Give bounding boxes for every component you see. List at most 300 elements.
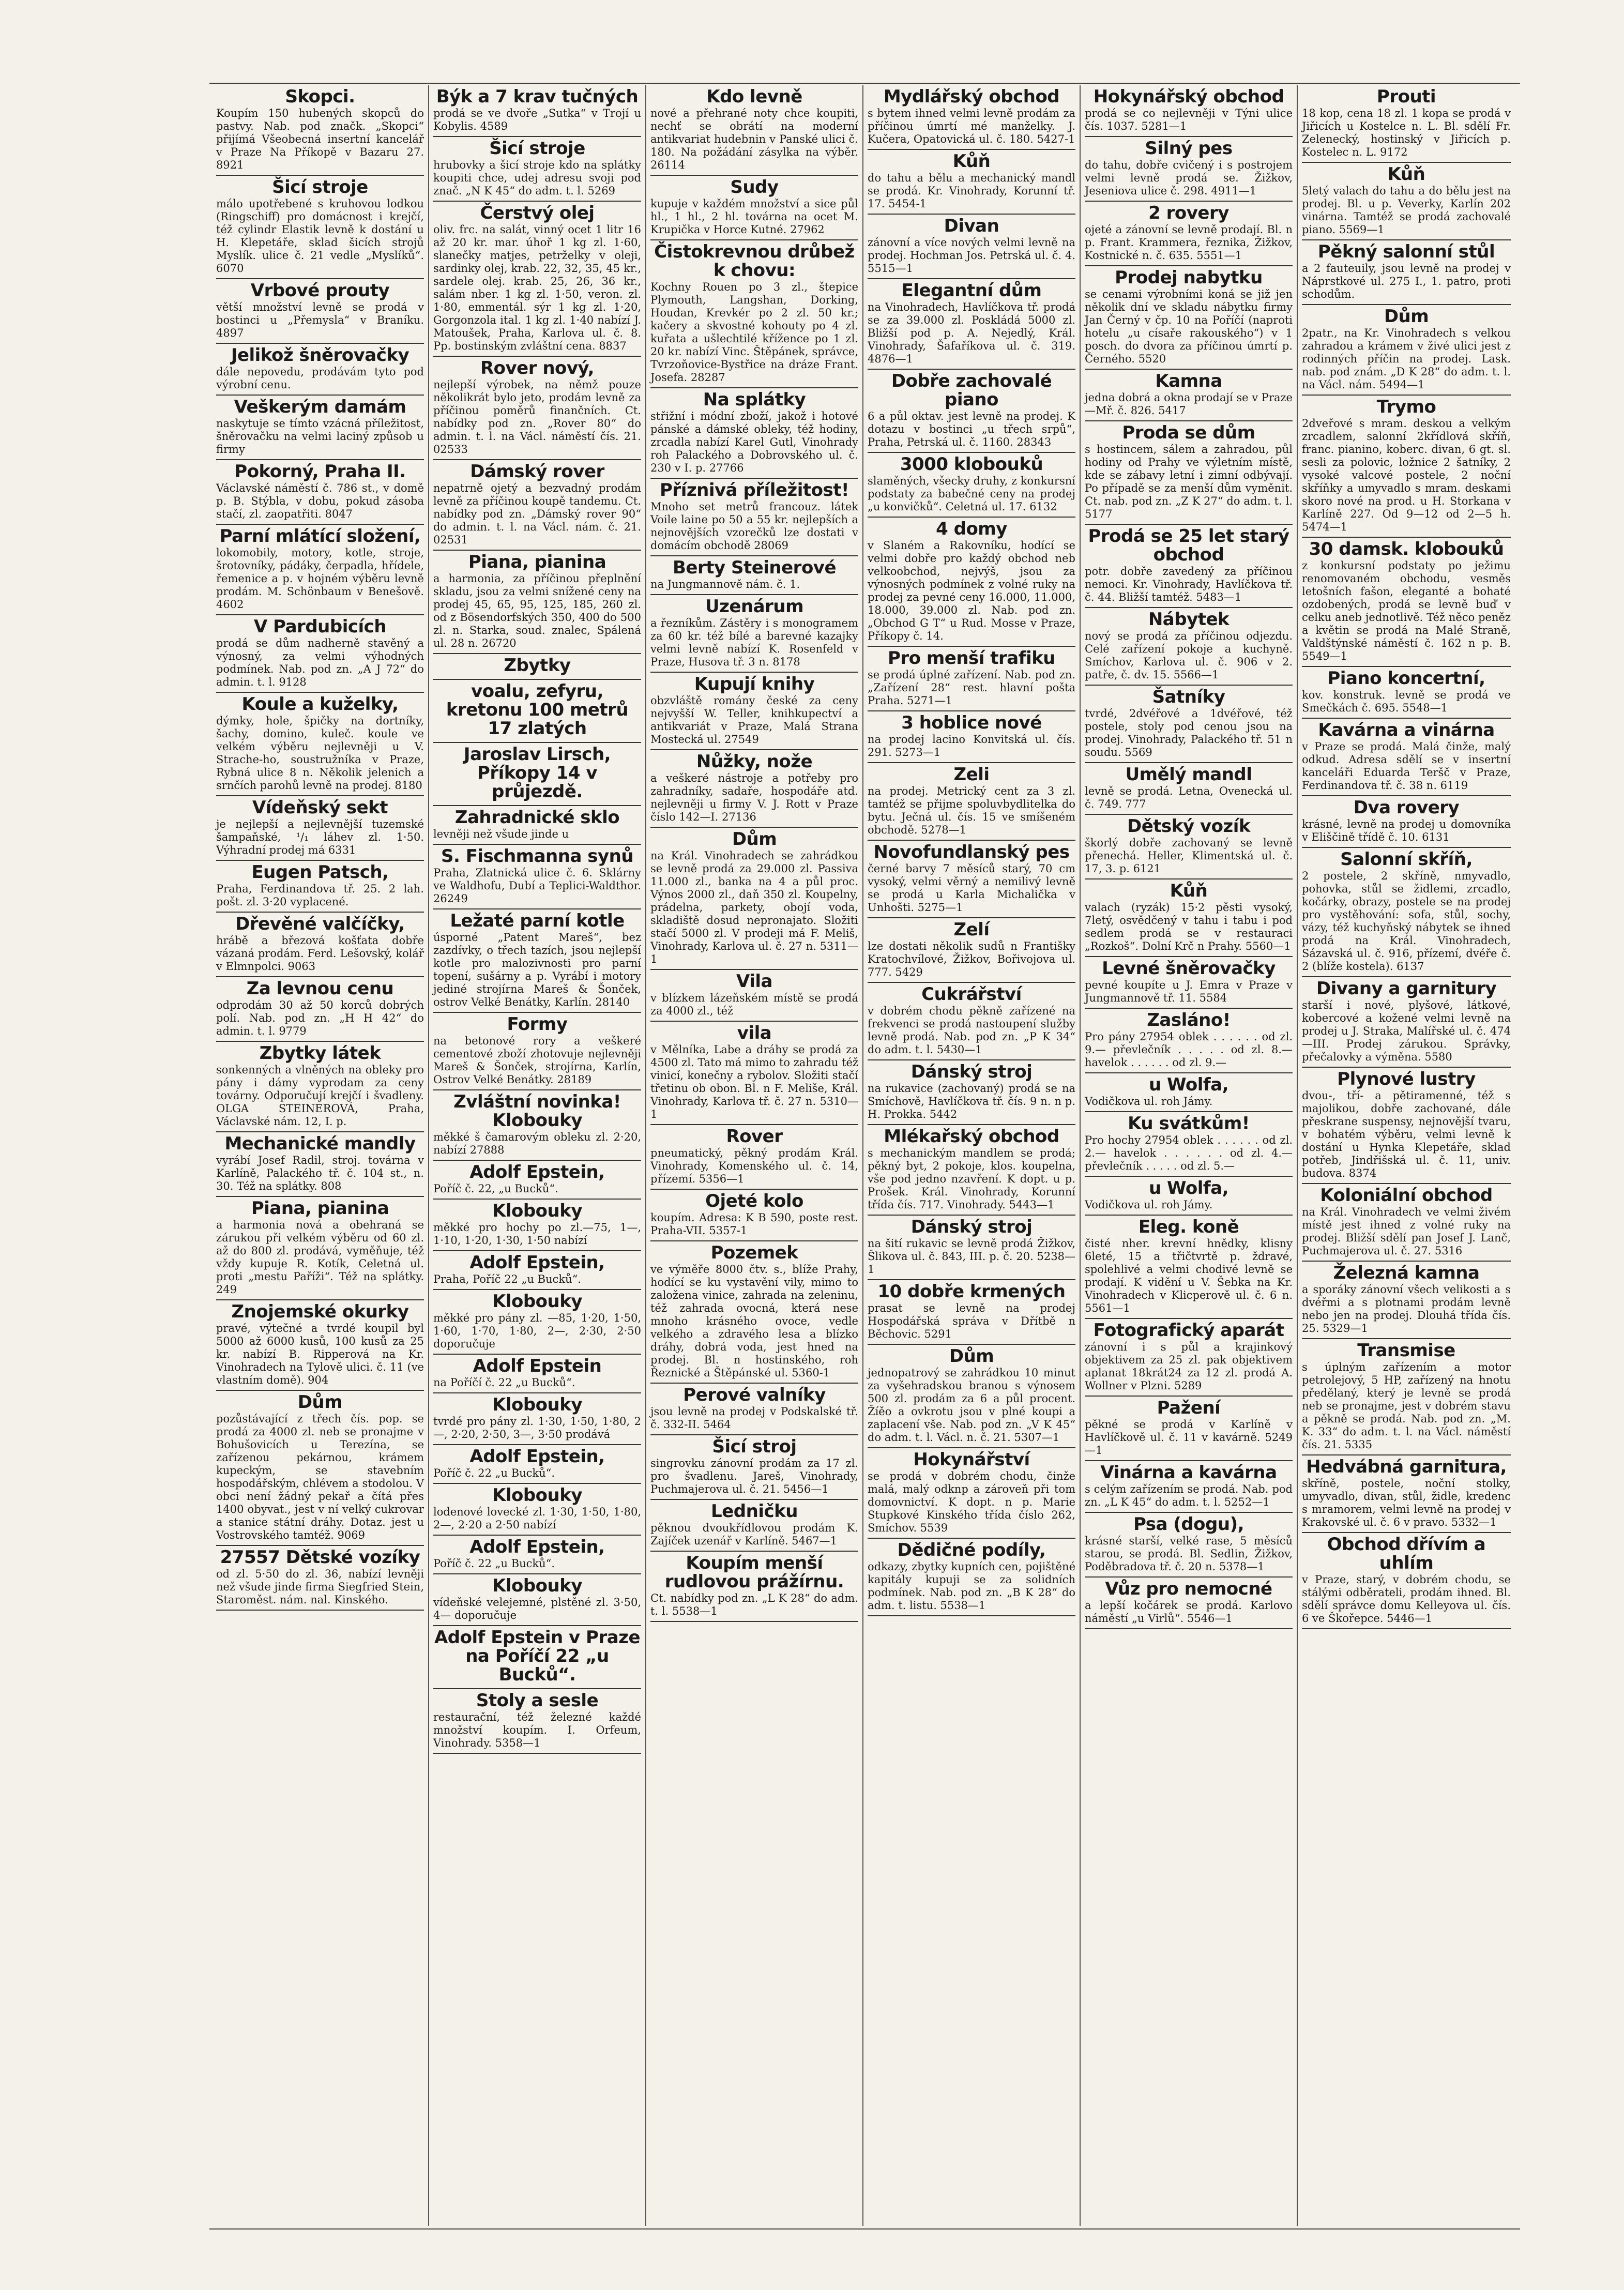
classified-ad [650,479,858,556]
classified-ad [1302,1533,1511,1629]
ad-heading: Proda se dům [1122,422,1255,443]
ad-body: slaměných, všecky druhy, z konkursní podstaty za babečné ceny na prodej „u konvičků“. Celetná ul. 17. 6132 [868,475,1075,513]
classified-ad [216,1391,424,1546]
classified-ad [1085,957,1293,1009]
ad-heading: vila [737,1023,772,1043]
ad-body: krásné starší, velké rase, 5 měsíců starou, se prodá. Bl. Sedlin, Žižkov, Poděbradova tř. č. 20 n. 5378—1 [1085,1535,1293,1573]
ad-body: s úplným zařízením a motor petrolejový, 5 HP, zařízený na hnotu předělaný, který je levně se prodá neb se pronajme, jest v dobrém stavu a pěkně se prodá. Nab. pod zn. „M. K. 33“ do adm. t. l. na Václ. náměstí čís. 21. 5335 [1302,1361,1511,1451]
classified-ad [216,913,424,977]
ad-body: čisté nher. krevní hnědky, klisny 6leté, 15 a třičtvrtě p. ždravé, spolehlivé a velmi chodivé levně se prodají. K vidění u V. Šebka na Kr. Vinohradech v Klicperově ul. č. 6 n. 5561—1 [1085,1237,1293,1314]
ad-body: lodenové lovecké zl. 1·30, 1·50, 1·80, 2—, 2·20 a 2·50 nabízí [433,1506,641,1531]
classified-ad [433,1626,641,1689]
ad-heading: Perové valníky [683,1385,826,1405]
classified-ad [868,1060,1075,1125]
ad-body: v Slaném a Rakovníku, hodící se velmi dobře pro každý obchod neb velkoobchod, nejvýš, jsou za výnosných podmínek z volné ruky na prodej za pevné ceny 16.000, 11.000, 18.000, 39.000 zl. Nab. pod zn. „Obchod G T“ u Rud. Mosse v Praze, Příkopy č. 14. [868,539,1075,642]
classified-ad [216,693,424,796]
ad-body: nejlepší výrobek, na němž pouze několikrát bylo jeto, prodám levně za příčinou poměrů finančních. Ct. nabídky pod zn. „Rover 80“ do admin. t. l. na Václ. náměstí čís. 21. 02533 [433,378,641,456]
ad-body: pneumatický, pěkný prodám Král. Vinohrady, Komenského ul. č. 14, přízemí. 5356—1 [650,1147,858,1185]
ad-body: lze dostati několik sudů n Františky Kratochvílové, Žižkov, Bořivojova ul. 777. 5429 [868,940,1075,978]
ad-body: sonkenných a vlněných na obleky pro pány i dámy vyprodam za ceny továrny. Odporučují krejčí i švadleny. OLGA STEINEROVÁ, Praha, Václavské nám. 12, I. p. [216,1064,424,1128]
classified-ad [1085,879,1293,957]
classified-ad [1085,137,1293,202]
column-4 [863,85,1081,2226]
ad-heading: Prodej nabytku [1115,267,1263,288]
classified-ad [433,202,641,357]
classified-ad [1302,848,1511,977]
classified-ad [650,556,858,595]
ad-heading: Plynové lustry [1337,1069,1476,1089]
ad-body: s hostincem, sálem a zahradou, půl hodiny od Prahy ve výletním místě, kde se zábavy letní i zimní odbývají. Po případě se za menší dům vyměnit. Ct. nab. pod zn. „Z K 27“ do adm. t. l. 5177 [1085,443,1293,520]
ad-body: na Vinohradech, Havlíčkova tř. prodá se za 39.000 zl. Poskládá 5000 zl. Bližší pod p. A. Nejedlý, Král. Vinohrady, Šafaříkova ul. č. 319. 4876—1 [868,301,1075,365]
ad-heading: Transmise [1357,1340,1455,1361]
classified-ad [216,396,424,460]
classified-ad [216,1042,424,1132]
classified-ad [1085,370,1293,421]
ad-heading: Dědičné podíly, [897,1540,1046,1560]
ad-heading: Klobouky [492,1394,583,1415]
ad-body: Vodičkova ul. roh Jámy. [1085,1199,1213,1211]
ad-heading: Mlékařský obchod [884,1126,1059,1147]
ad-body: Praha, Zlatnická ulice č. 6. Sklárny ve Waldhofu, Dubí a Teplici-Waldthor. 26249 [433,867,641,905]
ad-heading: Dánský stroj [910,1061,1033,1082]
ad-heading: Zeli [953,764,990,785]
ad-body: měkké pro hochy po zl.—75, 1—, 1·10, 1·20, 1·30, 1·50 nabízí [433,1221,641,1247]
ad-body: Václavské náměstí č. 786 st., v domě p. B. Stýbla, v dobu, pokud zásoba stačí, zl. zaopatřiti. 8047 [216,482,424,520]
classified-ad [433,1161,641,1200]
classified-columns [212,85,1517,2226]
ad-heading: Formy [507,1014,568,1035]
ad-body: dýmky, hole, špičky na dortníky, šachy, domino, kuleč. koule ve velkém výběru nejlevněji u V. Strache-ho, soustružníka v Praze, Rybná ulice 8 n. Několik jelenich a srnčích parohů levně na prodej. 8180 [216,715,424,792]
classified-ad [433,909,641,1013]
ad-body: Koupím 150 hubených skopců do pastvy. Nab. pod značk. „Skopci“ přijímá Všeobecná insertní kancelář v Praze Na Příkopě v Bazaru 27. 8921 [216,107,424,171]
ad-heading: Dům [949,1346,994,1367]
ad-heading: Dva rovery [1353,797,1460,818]
classified-ad [433,680,641,743]
classified-ad [1302,538,1511,667]
classified-ad [868,1216,1075,1280]
ad-heading: Vůz pro nemocné [1105,1579,1272,1599]
ad-body: prodá se ve dvoře „Sutka“ v Trojí u Kobylis. 4589 [433,107,641,132]
ad-body: a 2 fauteuily, jsou levně na prodej v Náprstkové ul. 275 I., 1. patro, proti schodům. [1302,262,1511,300]
ad-body: je nejlepší a nejlevnější tuzemské šampaňské, ¹/₁ láhev zl. 1·50. Výhradní prodej má 6331 [216,818,424,856]
ad-heading: Mydlářský obchod [883,86,1060,107]
ad-body: starší i nové, plyšové, látkové, kobercové a kožené velmi levně na prodej u J. Straka, Malířské ul. č. 474—III. Prodej zárukou. Správky, přečalovky a výměna. 5580 [1302,999,1511,1063]
classified-ad [433,1689,641,1754]
classified-ad [868,370,1075,453]
classified-ad [868,841,1075,918]
ad-body: od zl. 5·50 do zl. 36, nabízí levněji než všude jinde firma Siegfried Stein, Staroměst. nám. nal. Kinského. [216,1568,424,1606]
ad-heading: 4 domy [936,519,1007,539]
classified-ad [216,176,424,279]
classified-ad [650,750,858,828]
classified-ad [650,1125,858,1190]
ad-body: málo upotřebené s kruhovou lodkou (Ringschiff) pro domácnost i krejčí, též cylindr Elastik levně k dostání u H. Klepetáře, sklad šicích strojů Myslík. ulice č. 21 vedle „Myslíků“. 6070 [216,198,424,275]
ad-heading: Klobouky [492,1485,583,1506]
ad-heading: voalu, zefyru, kretonu 100 metrů 17 zlatých [446,681,629,739]
ad-heading: Ledničku [711,1501,798,1522]
classified-ad [216,615,424,693]
classified-ad [1085,1073,1293,1112]
classified-ad [1085,1177,1293,1216]
ad-heading: Příznivá příležitost! [660,480,849,501]
ad-body: kupuje v každém množství a sice půl hl., 1 hl., 2 hl. továrna na ocet M. Krupička v Horce Kutné. 27962 [650,198,858,236]
ad-body: z konkursní podstaty po ježimu renomovaném obchodu, vesměs letošních fašon, eleganté a bohaté ozdobených, prodá se levně buď v celku aneb jednotlivě. Též něco peněz a květin se prodá na Malé Straně, Valdštýnské náměstí č. 162 n p. B. 5549—1 [1302,559,1511,662]
ad-heading: Divany a garnitury [1316,978,1497,999]
ad-body: do tahu, dobře cvičený i s postrojem velmi levně prodá se. Žižkov, Jeseniova ulice č. 298. 4911—1 [1085,159,1293,197]
ad-heading: Hedvábná garnitura, [1306,1457,1507,1477]
ad-heading: Znojemské okurky [231,1301,409,1322]
ad-body: pěknou dvoukřídlovou prodám K. Zajíček uzenář v Karlíně. 5467—1 [650,1522,858,1547]
classified-ad [1302,1068,1511,1184]
ad-heading: Pažení [1157,1398,1221,1418]
ad-body: hrubovky a šicí stroje kdo na splátky koupiti chce, udej adresu svoji pod znač. „N K 45“ do adm. t. l. 5269 [433,159,641,197]
ad-heading: Klobouky [492,1291,583,1312]
column-1 [212,85,429,2226]
ad-body: v Praze, starý, v dobrém chodu, se stálými odběrateli, prodám ihned. Bl. sdělí správce domu Kelleyova ul. čís. 6 ve Škořepce. 5446—1 [1302,1573,1511,1625]
ad-heading: Dánský stroj [910,1217,1033,1237]
ad-body: jsou levně na prodej v Podskalské tř. č. 332-II. 5464 [650,1405,858,1431]
classified-ad [1085,608,1293,686]
classified-ad [1085,1112,1293,1177]
classified-ad [650,970,858,1022]
classified-ad [433,845,641,909]
ad-heading: Zelí [953,919,990,940]
classified-ad [650,1190,858,1241]
ad-body: jednopatrový se zahrádkou 10 minut za vyšehradskou branou s výnosem 500 zl. prodám za 6 a půl procent. Žíěo a ovkrotu jsou v plné koupi a zaplacení vše. Nab. pod zn. „V K 45“ do adm. t. l. Václ. n. č. 21. 5307—1 [868,1367,1075,1444]
ad-body: Vodičkova ul. roh Jámy. [1085,1095,1213,1108]
ad-body: ojeté a zánovní se levně prodají. Bl. n p. Frant. Krammera, řeznika, Žižkov, Kostnické n. č. 635. 5551—1 [1085,223,1293,262]
ad-body: s mechanickým mandlem se prodá; pěkný byt, 2 pokoje, klos. koupelna, vše pod jedno nzavření. K dopt. u p. Prošek. Král. Vinohrady, Korunní třída čís. 717. Vinohrady. 5443—1 [868,1147,1075,1211]
ad-heading: Dům [732,829,777,850]
classified-ad [433,743,641,806]
ad-heading: Dřevěné valčíčky, [235,914,405,934]
ad-body: singrovku zánovní prodám za 17 zl. pro švadlenu. Jareš, Vinohrady, Puchmajerova ul. č. 21. 5456—1 [650,1457,858,1495]
ad-heading: 27557 Dětské vozíky [220,1547,420,1568]
ad-heading: Novofundlanský pes [873,842,1070,862]
ad-heading: Vinárna a kavárna [1100,1462,1277,1483]
ad-heading: Adolf Epstein, [469,1162,605,1182]
ad-heading: Umělý mandl [1125,764,1252,785]
classified-ad [1085,763,1293,815]
classified-ad [433,654,641,680]
classified-ad [1085,1319,1293,1397]
classified-ad [1085,1578,1293,1629]
classified-ad [868,215,1075,279]
ad-body: dvou-, tří- a pětiramenné, též s majolikou, dobře zachované, dále přeskrane suspensy, nejnovější tvaru, v bohatém výběru, velmi levně k dostání u Hynka Klepetáře, sklad potřeb, Jindřišská ul. č. 11, univ. budova. 8374 [1302,1089,1511,1179]
ad-body: Pro pány 27954 oblek . . . . . . od zl. 9.— převlečník . . . . . od zl. 8.— havelok . . . . . . od zl. 9.— [1085,1030,1293,1069]
classified-ad [433,551,641,654]
classified-ad [1302,1339,1511,1455]
ad-body: a lepší kočárek se prodá. Karlovo náměstí „u Virlů“. 5546—1 [1085,1599,1293,1625]
classified-ad [1302,163,1511,240]
ad-body: skříně, postele, noční stolky, umyvadlo, divan, stůl, židle, kredenc s mramorem, velmi levně na prodej v Krakovské ul. č. 6 v pravo. 5332—1 [1302,1477,1511,1528]
ad-heading: u Wolfa, [1149,1074,1228,1095]
classified-ad [650,1022,858,1125]
ad-body: restaurační, též železné každé množství koupím. I. Orfeum, Vinohrady. 5358—1 [433,1711,641,1749]
ad-heading: Klobouky [492,1575,583,1596]
ad-heading: Čerstvý olej [480,203,595,223]
ad-heading: Pozemek [710,1242,798,1263]
classified-ad [433,357,641,460]
classified-ad [1085,1461,1293,1513]
ad-heading: Klobouky [492,1201,583,1221]
ad-heading: Trymo [1376,397,1436,417]
classified-ad [433,1393,641,1445]
ad-heading: Jaroslav Lirsch, Příkopy 14 v průjezdě. [463,744,611,802]
ad-body: černé barvy 7 měsíců starý, 70 cm vysoký, velmi věrný a nemilivý levně se prodá u Karla Michalička v Unhošti. 5275—1 [868,862,1075,914]
classified-ad [650,1552,858,1622]
ad-heading: Ležaté parní kotle [450,911,625,931]
ad-body: pravé, výtečné a tvrdé koupil byl 5000 až 6000 kusů, 100 kusů za 25 kr. nabízí B. Ripperová na Kr. Vinohradech na Tylově ulici. č. 11 (ve vlastním domě). 904 [216,1322,424,1386]
ad-heading: Divan [944,216,999,236]
ad-body: nepatrně ojetý a bezvadný prodám levně za příčinou koupě tandemu. Ct. nabídky pod zn. „Dámský rover 90“ do admin. t. l. na Václ. nám. č. 21. 02531 [433,482,641,546]
ad-heading: Zbytky [504,655,571,676]
classified-ad [650,85,858,176]
ad-heading: Koloniální obchod [1320,1185,1493,1206]
ad-heading: Skopci. [285,86,355,107]
ad-heading: 10 dobře krmených [877,1281,1066,1302]
ad-heading: Kavárna a vinárna [1318,720,1495,740]
ad-heading: Kdo levně [706,86,802,107]
classified-ad [216,1546,424,1611]
ad-body: krásné, levně na prodej u domovníka v Eliščině třídě č. 10. 6131 [1302,818,1511,843]
classified-ad [868,453,1075,518]
classified-ad [868,1539,1075,1616]
ad-body: naskytuje se tímto vzácná příležitost, šněrovačku na velmi laciný způsob u firmy [216,417,424,456]
ad-heading: Fotografický aparát [1093,1320,1284,1341]
classified-ad [1085,525,1293,608]
ad-body: 2patr., na Kr. Vinohradech s velkou zahradou a krámem v živé ulici jest z rodinných příčin na prodej. Lask. nab. pod znám. „D K 28“ do adm. t. l. na Václ. nám. 5494—1 [1302,327,1511,391]
ad-body: Ct. nabídky pod zn. „L K 28“ do adm. t. l. 5538—1 [650,1592,858,1617]
ad-heading: Zahradnické sklo [454,807,620,828]
classified-ad [216,460,424,525]
ad-body: s bytem ihned velmi levně prodám za příčinou úmrtí mé manželky. J. Kučera, Opatovická ul. č. 180. 5427-1 [868,107,1075,145]
classified-ad [433,1013,641,1090]
ad-heading: Levné šněrovačky [1102,958,1276,979]
classified-ad [1085,1513,1293,1578]
ad-heading: Piano koncertní, [1327,668,1485,689]
ad-heading: u Wolfa, [1149,1178,1228,1199]
ad-body: v blízkem lázeňském místě se prodá za 4000 zl., též [650,992,858,1017]
ad-body: pěkné se prodá v Karlíně v Havlíčkově ul. č. 11 v kavárně. 5249—1 [1085,1418,1293,1457]
classified-ad [433,1290,641,1355]
classified-ad [868,279,1075,370]
ad-body: střižní i módní zboží, jakož i hotové pánské a dámské obleky, též hodiny, zrcadla nabízí Karel Gutl, Vinohrady roh Palackého a Dobrovského ul. č. 230 v I. p. 27766 [650,410,858,474]
classified-ad [868,85,1075,150]
classified-ad [1302,667,1511,719]
ad-body: na betonové rory a veškeré cementové zboží zhotovuje nejlevněji Mareš & Šonček, strojírna, Karlín, Ostrov Velké Benátky. 28189 [433,1035,641,1086]
ad-heading: Eleg. koně [1138,1217,1239,1237]
ad-heading: Zvláštní novinka! Klobouky [453,1091,621,1131]
ad-heading: Čistokrevnou drůbež k chovu: [654,241,855,281]
classified-ad [868,711,1075,763]
classified-ad [1302,85,1511,163]
ad-body: se prodá úplné zařízení. Nab. pod zn. „Zařízení 28“ rest. hlavní pošta Praha. 5271—1 [868,669,1075,707]
ad-body: na Poříčí č. 22 „u Bucků“. [433,1376,575,1389]
ad-body: na Král. Vinohradech ve velmi živém místě jest ihned z volné ruky na prodej. Bližší sdělí pan Josef J. Lanč, Puchmajerova ul. č. 27. 5316 [1302,1206,1511,1257]
ad-body: v Mělníka, Labe a dráhy se prodá za 4500 zl. Tato má mimo to zahradu též vinicí, konečny a rybolov. Složiti stačí třetinu ob obon. Bl. n F. Meliše, Král. Vinohrady, Karlova tř. č. 27 n. 5310—1 [650,1043,858,1120]
ad-body: prodá se dům nadherně stavěný a výnosný, za velmi výhodných podmínek. Nab. pod zn. „A J 72“ do admin. t. l. 9128 [216,637,424,688]
ad-body: vídeňské velejemné, plstěné zl. 3·50, 4— doporučuje [433,1596,641,1621]
ad-heading: Cukrářství [921,984,1022,1005]
classified-ad [1302,240,1511,305]
classified-ad [650,176,858,240]
classified-ad [868,1345,1075,1448]
classified-ad [1085,85,1293,137]
classified-ad [216,525,424,615]
ad-body: škorlý dobře zachovaný se levně přenechá. Heller, Klimentská ul. č. 17, 3. p. 6121 [1085,837,1293,875]
ad-body: Pro hochy 27954 oblek . . . . . . od zl. 2.— havelok . . . . . . od zl. 4.— převlečník . . . . . od zl. 5.— [1085,1134,1293,1172]
ad-body: a veškeré nástroje a potřeby pro zahradníky, sadaře, hospodáře atd. nejlevněji u firmy V. J. Rott v Praze číslo 142—I. 27136 [650,772,858,823]
ad-heading: Býk a 7 krav tučných [436,86,639,107]
ad-heading: Dobře zachovalé piano [891,371,1052,410]
classified-ad [1085,686,1293,763]
ad-heading: Za levnou cenu [246,978,394,999]
classified-ad [1085,1397,1293,1461]
ad-body: na prodej. Metrický cent za 3 zl. tamtéž se přijme spoluvbydlitelka do bytu. Ječná ul. čís. 15 ve smíšeném obchodě. 5278—1 [868,785,1075,836]
ad-heading: Koule a kuželky, [241,694,399,715]
ad-heading: Dámský rover [470,461,604,482]
classified-ad [433,806,641,845]
ad-heading: Ojeté kolo [705,1191,803,1211]
classified-ad [868,647,1075,711]
ad-heading: Piana, pianina [251,1198,389,1219]
ad-heading: Šicí stroje [272,177,368,198]
ad-body: nový se prodá za příčinou odjezdu. Celé zařízení pokoje a kuchyně. Smíchov, Karlova ul. č. 906 v 2. patře, č. dv. 15. 5566—1 [1085,630,1293,681]
classified-ad [868,983,1075,1060]
ad-heading: 2 rovery [1148,203,1229,223]
ad-body: měkké š čamarovým obleku zl. 2·20, nabízí 27888 [433,1131,641,1156]
ad-body: Poříč č. 22 „u Bucků“. [433,1557,555,1570]
ad-body: 2dveřové s mram. deskou a velkým zrcadlem, salonní 2křídlová skříň, franc. pianino, koberc. divan, 6 gt. sl. sesli za polovic, ložnice 2 šatníky, 2 vysoké valcové postele, 2 noční skříňky a umyvadlo s mram. deskami skoro nové na prod. u H. Storkana v Karlíně 227. Od 9—12 od 2—5 h. 5474—1 [1302,417,1511,533]
ad-heading: Šatníky [1152,687,1225,707]
ad-body: větší množství levně se prodá v bostinci u „Přemysla“ v Braníku. 4897 [216,301,424,339]
ad-heading: Železná kamna [1333,1263,1480,1283]
classified-ad [868,918,1075,983]
ad-heading: Kůň [1387,164,1425,185]
top-rule [209,83,1520,84]
classified-ad [1302,719,1511,796]
ad-body: Poříč č. 22 „u Bucků“. [433,1467,555,1479]
classified-ad [1302,796,1511,848]
classified-ad [216,977,424,1042]
ad-heading: Berty Steinerové [672,557,837,578]
ad-body: Praha, Ferdinandova tř. 25. 2 lah. pošt. zl. 3·20 vyplacené. [216,883,424,908]
classified-ad [650,828,858,970]
classified-ad [1085,202,1293,266]
ad-body: na Jungmannově nám. č. 1. [650,578,800,590]
ad-heading: 30 damsk. klobouků [1309,539,1504,559]
ad-body: na prodej lacino Konvitská ul. čís. 291. 5273—1 [868,733,1075,759]
ad-heading: 3 hoblice nové [901,712,1042,733]
classified-ad [1085,266,1293,370]
classified-ad [433,1574,641,1626]
classified-ad [868,763,1075,841]
ad-heading: Kůň [1170,881,1208,901]
classified-ad [650,595,858,673]
ad-body: Poříč č. 22, „u Bucků“. [433,1182,558,1195]
classified-ad [433,1251,641,1290]
classified-ad [216,279,424,344]
classified-ad [1302,1184,1511,1262]
classified-ad [1302,396,1511,538]
ad-heading: Obchod dřívím a uhlím [1327,1534,1486,1573]
ad-heading: Hokynářský obchod [1093,86,1284,107]
classified-ad [868,1280,1075,1345]
ad-body: vyrábí Josef Radil, stroj. továrna v Karlíně, Palackého tř. č. 104 st., n. 30. Též na splátky. 808 [216,1154,424,1192]
classified-ad [1302,977,1511,1068]
ad-body: pozůstávající z třech čís. pop. se prodá za 4000 zl. neb se pronajme v Bohušovicích u Terezína, se zařízenou pekárnou, krámem kupeckým, se stavebním hospodářským, chlévem a stodolou. V obci není žádný pekař a čítá přes 1400 obyvat., jest v ní velký cukrovar a stanice státní dráhy. Dotaz. jest u Vostrovského tamtéž. 9069 [216,1413,424,1541]
ad-body: levněji než všude jinde u [433,828,569,840]
ad-heading: Hokynářství [913,1449,1030,1470]
ad-heading: Vrbové prouty [250,280,390,301]
ad-body: levně se prodá. Letna, Ovenecká ul. č. 749. 777 [1085,785,1293,810]
ad-heading: Pro menší trafiku [887,648,1056,669]
ad-body: tvrdé pro pány zl. 1·30, 1·50, 1·80, 2—, 2·20, 2·50, 3—, 3·50 prodává [433,1415,641,1440]
ad-heading: Zbytky látek [259,1043,381,1064]
classified-ad [216,344,424,396]
ad-heading: Psa (dogu), [1133,1514,1244,1535]
ad-body: prasat se levně na prodej Hospodářská správa v Dřítbě n Běchovic. 5291 [868,1302,1075,1340]
classified-ad [433,1484,641,1536]
ad-heading: Dům [297,1392,343,1413]
ad-heading: Prouti [1376,86,1436,107]
ad-body: a řezníkům. Zástěry i s monogramem za 60 kr. též bílé a barevné kazajky velmi levně nabízí K. Rosenfeld v Praze, Husova tř. 3 n. 8178 [650,617,858,668]
ad-body: měkké pro pány zl. —85, 1·20, 1·50, 1·60, 1·70, 1·80, 2—, 2·30, 2·50 doporučuje [433,1312,641,1350]
classified-ad [216,85,424,176]
classified-ad [1085,1216,1293,1319]
classified-ad [216,1300,424,1391]
ad-body: v dobrém chodu pěkně zařízené na frekvenci se prodá nastoupení služby levně prodá. Nab. pod zn. „P K 34“ do adm. t. l. 5430—1 [868,1005,1075,1056]
ad-body: s celým zařízením se prodá. Nab. pod zn. „L K 45“ do adm. t. l. 5252—1 [1085,1483,1293,1508]
classified-ad [216,1132,424,1197]
ad-body: valach (ryzák) 15·2 pěsti vysoký, 7letý, osvědčený v tahu i tabu i pod sedlem prodá se v restauraci „Rozkoš“. Dolní Krč n Prahy. 5560—1 [1085,901,1293,952]
ad-body: se prodá v dobrém chodu, činže malá, malý odknp a zároveň při tom domovnictví. K dopt. n p. Marie Stupkové Kinského třída číslo 262, Smíchov. 5539 [868,1470,1075,1534]
classified-ad [1085,815,1293,879]
classified-ad [650,1241,858,1384]
ad-heading: Vila [736,971,772,992]
ad-heading: Sudy [730,177,779,198]
classified-ad [650,240,858,388]
ad-body: úsporné „Patent Mareš“, bez zazdívky, o třech tazích, jsou nejlepší kotle pro malozivnosti pro parní topení, sušárny a p. Vyrábí i motory jediné strojírna Mareš & Šonček, ostrov Velké Benátky, Karlín. 28140 [433,931,641,1008]
classified-ad [216,796,424,861]
ad-body: prodá se co nejlevněji v Týni ulice čís. 1037. 5281—1 [1085,107,1293,132]
ad-heading: S. Fischmanna synů [441,846,634,867]
column-3 [646,85,863,2226]
ad-heading: Prodá se 25 let starý obchod [1088,526,1289,565]
ad-body: Mnoho set metrů francouz. látek Voile laine po 50 a 55 kr. nejlepších a nejnovějších vzorečků lze dostati v domácím obchodě 28069 [650,501,858,552]
classified-ad [1085,421,1293,525]
classified-ad [433,1445,641,1484]
column-2 [429,85,646,2226]
ad-body: na Král. Vinohradech se zahrádkou se levně prodá za 29.000 zl. Passiva 11.000 zl., banka na 4 a půl proc. Výnos 2000 zl., daň 350 zl. Koupelny, prádelna, parkety, obojí voda, skladiště dosud nepronajato. Složiti stačí 5000 zl. V prodeji má F. Meliš, Vinohrady, Karlova ul. č. 27 n. 5311—1 [650,850,858,965]
column-5 [1081,85,1298,2226]
ad-heading: Ku svátkům! [1128,1113,1250,1134]
ad-heading: V Pardubicích [253,616,387,637]
ad-body: obzvláště romány české za ceny nejvyšší W. Teller, knihkupectví a antikvariát v Praze, Malá Strana Mostecká ul. 27549 [650,694,858,746]
classified-ad [1085,1009,1293,1073]
ad-heading: 3000 klobouků [900,454,1043,475]
ad-heading: Adolf Epstein v Praze na Poříčí 22 „u Bucků“. [434,1627,641,1685]
ad-body: jedna dobrá a okna prodají se v Praze—Mř. č. 826. 5417 [1085,391,1293,417]
ad-heading: Kůň [952,151,991,172]
classified-ad [433,1355,641,1393]
classified-ad [433,460,641,551]
ad-body: zánovní a více nových velmi levně na prodej. Hochman Jos. Petrská ul. č. 4. 5515—1 [868,236,1075,275]
ad-heading: Adolf Epstein, [469,1537,605,1557]
classified-ad [650,388,858,479]
ad-body: lokomobily, motory, kotle, stroje, šrotovníky, pádáky, čerpadla, hřídele, řemenice a p. v hojném výběru levně prodám. M. Schönbaum v Benešově. 4602 [216,547,424,611]
